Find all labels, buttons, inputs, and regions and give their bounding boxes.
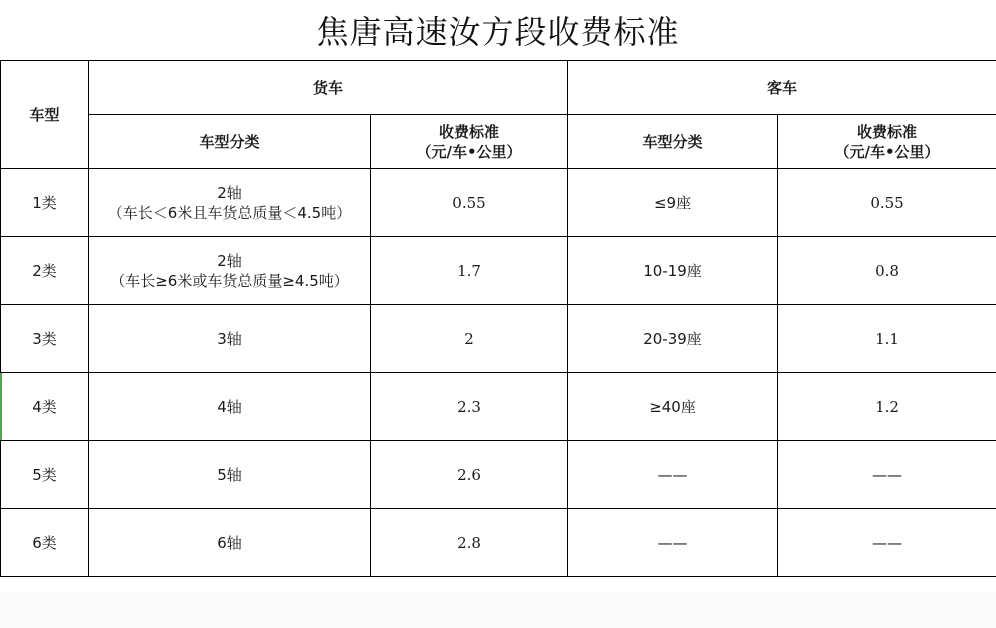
bus-category-cell: ≤9座 (568, 169, 778, 237)
header-truck-category: 车型分类 (89, 115, 371, 169)
bus-category-cell: 10-19座 (568, 237, 778, 305)
truck-category-cell (89, 237, 371, 305)
axle-condition: （车长≥6米或车货总质量≥4.5吨） (110, 271, 349, 290)
fee-header-line2: （元/车•公里） (416, 142, 522, 161)
truck-fee-cell: 2.6 (371, 441, 568, 509)
truck-fee-cell: 2.3 (371, 373, 568, 441)
bus-fee-cell: 1.2 (778, 373, 996, 441)
axle-count: 2轴 (217, 251, 242, 270)
bus-category-cell: —— (568, 509, 778, 577)
fee-header-line1: 收费标准 (439, 122, 500, 141)
table-row (1, 237, 996, 305)
footer-area (0, 593, 996, 628)
table-row (1, 373, 996, 441)
bus-fee-cell: 0.55 (778, 169, 996, 237)
table-row (1, 169, 996, 237)
class-cell: 4类 (1, 373, 89, 441)
truck-category-cell (89, 169, 371, 237)
bus-category-cell: 20-39座 (568, 305, 778, 373)
header-bus: 客车 (568, 61, 996, 115)
truck-category-cell: 6轴 (89, 509, 371, 577)
fee-header-line2: （元/车•公里） (834, 142, 940, 161)
header-truck: 货车 (89, 61, 568, 115)
header-vehicle-type: 车型 (1, 61, 89, 169)
axle-count: 2轴 (217, 183, 242, 202)
truck-fee-cell: 0.55 (371, 169, 568, 237)
bus-fee-cell: 0.8 (778, 237, 996, 305)
toll-fee-table (0, 60, 996, 577)
truck-fee-cell: 2.8 (371, 509, 568, 577)
class-cell: 2类 (1, 237, 89, 305)
page-title: 焦唐高速汝方段收费标准 (316, 13, 680, 51)
header-truck-fee (371, 115, 568, 169)
header-bus-category: 车型分类 (568, 115, 778, 169)
bus-fee-cell: —— (778, 441, 996, 509)
truck-category-cell: 4轴 (89, 373, 371, 441)
header-row-group (1, 61, 996, 115)
table-row (1, 509, 996, 577)
truck-fee-cell: 1.7 (371, 237, 568, 305)
truck-category-cell: 5轴 (89, 441, 371, 509)
row-highlight-marker (0, 373, 2, 440)
class-cell: 5类 (1, 441, 89, 509)
class-cell: 1类 (1, 169, 89, 237)
bus-fee-cell: 1.1 (778, 305, 996, 373)
bus-fee-cell: —— (778, 509, 996, 577)
bus-category-cell: ≥40座 (568, 373, 778, 441)
truck-fee-cell: 2 (371, 305, 568, 373)
header-row-sub (1, 115, 996, 169)
table-row (1, 441, 996, 509)
fee-header-line1: 收费标准 (857, 122, 918, 141)
class-cell: 3类 (1, 305, 89, 373)
truck-category-cell: 3轴 (89, 305, 371, 373)
class-cell: 6类 (1, 509, 89, 577)
bus-category-cell: —— (568, 441, 778, 509)
header-bus-fee (778, 115, 996, 169)
axle-condition: （车长＜6米且车货总质量＜4.5吨） (107, 203, 352, 222)
table-row (1, 305, 996, 373)
